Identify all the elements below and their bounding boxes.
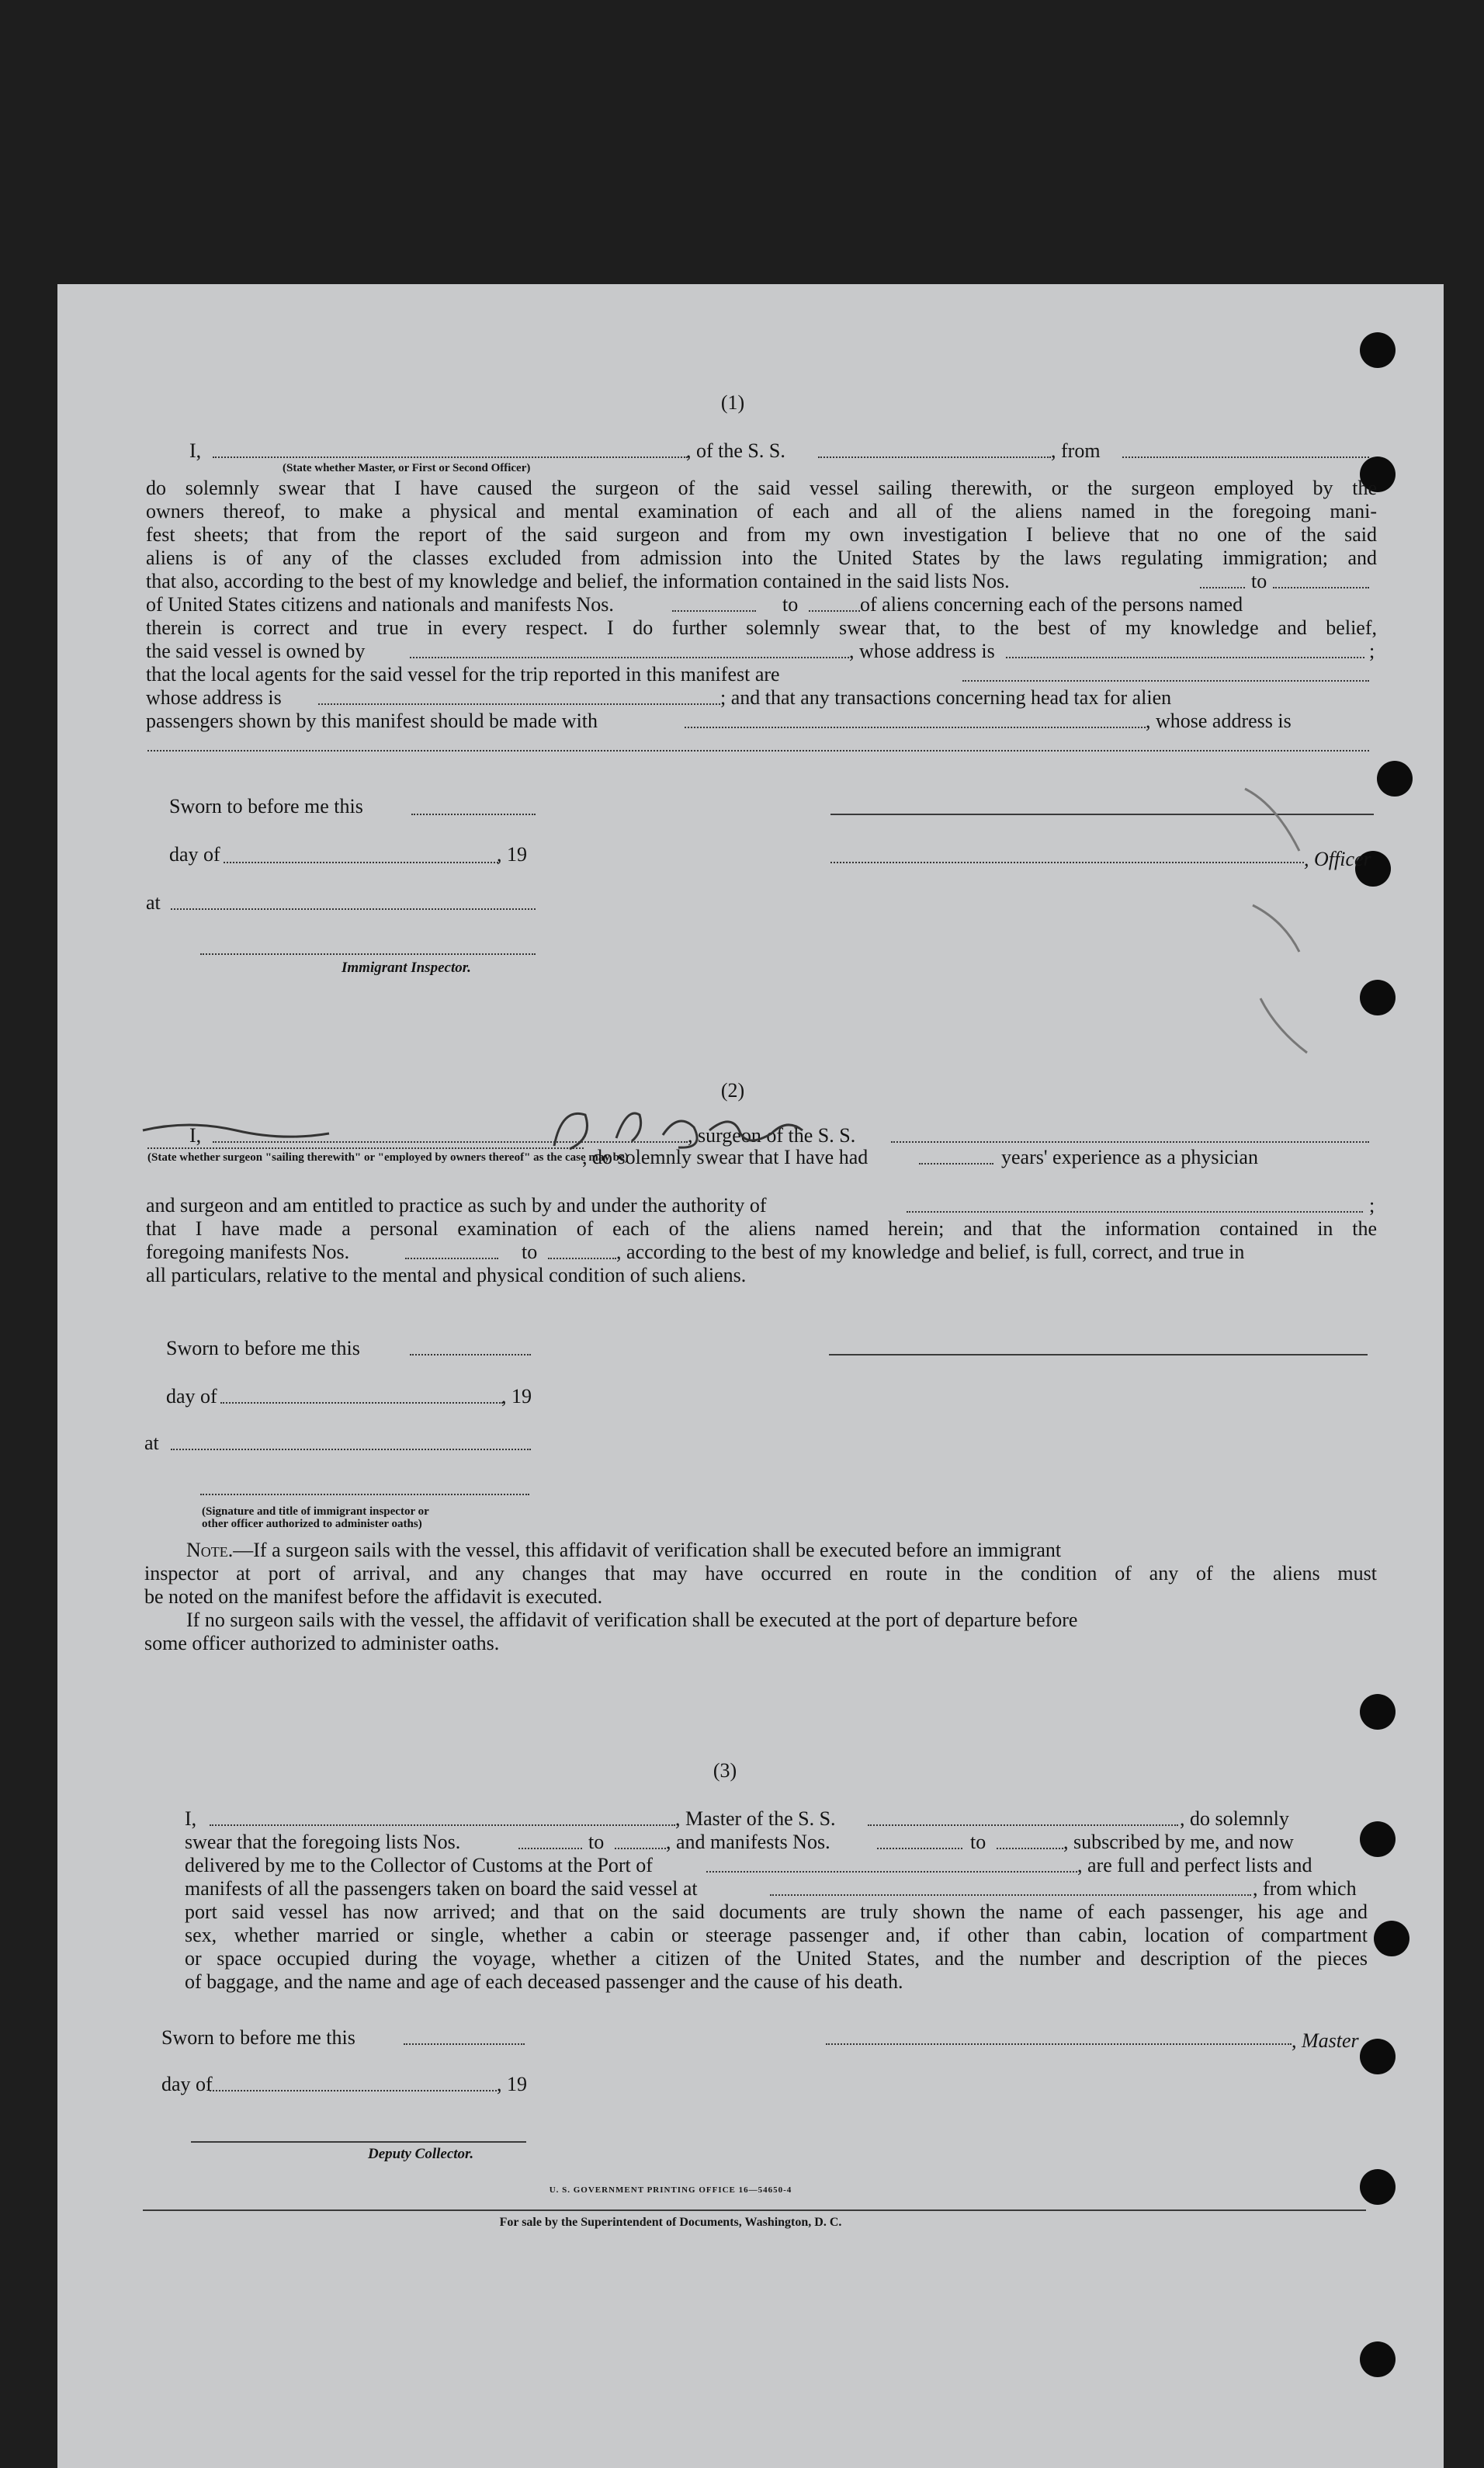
section-3-i: I, bbox=[185, 1807, 197, 1830]
from-which-text: , from which bbox=[1253, 1877, 1357, 1900]
head-tax-text: ; and that any transactions concerning head tax for alien bbox=[720, 686, 1172, 709]
to-label: to bbox=[1251, 570, 1267, 592]
do-solemnly-text: , do solemnly bbox=[1180, 1807, 1289, 1830]
agents-address-field bbox=[318, 703, 720, 705]
sale-notice: For sale by the Superintendent of Documents, Washington, D. C. bbox=[499, 2216, 842, 2229]
punch-hole bbox=[1360, 1821, 1396, 1857]
sworn-label: Sworn to before me this bbox=[161, 2026, 355, 2049]
from-port-field bbox=[1122, 456, 1369, 458]
swear-lists-text: swear that the foregoing lists Nos. bbox=[185, 1831, 461, 1853]
boarding-port-field bbox=[770, 1894, 1251, 1896]
master-signature-line bbox=[826, 2043, 1292, 2045]
note-label: Note. bbox=[186, 1539, 234, 1561]
semicolon: ; bbox=[1369, 640, 1375, 662]
punch-hole bbox=[1360, 980, 1396, 1015]
section-1-para-line: the said vessel is owned by bbox=[146, 640, 366, 662]
note-line: be noted on the manifest before the affidavit is executed. bbox=[144, 1585, 603, 1608]
list-no-to-field bbox=[1273, 587, 1369, 588]
manifest-no-from-field bbox=[672, 610, 756, 612]
day-of-label: day of bbox=[169, 843, 220, 866]
according-text: , according to the best of my knowledge and belief, is full, correct, and true in bbox=[616, 1241, 1245, 1263]
sworn-day-field bbox=[410, 1354, 531, 1355]
local-agents-field bbox=[962, 680, 1369, 682]
officer-label: , Officer bbox=[1304, 848, 1371, 870]
section-1-para-line: passengers shown by this manifest should be made with bbox=[146, 710, 598, 732]
deputy-collector-label: Deputy Collector. bbox=[368, 2146, 474, 2162]
sworn-day-field bbox=[404, 2043, 525, 2045]
punch-hole bbox=[1377, 761, 1413, 797]
section-3-para-line: of baggage, and the name and age of each deceased passenger and the cause of his death. bbox=[185, 1970, 903, 1993]
aliens-concerning-text: of aliens concerning each of the persons named bbox=[860, 593, 1243, 616]
day-of-label: day of bbox=[161, 2073, 213, 2095]
master-of-ss-label: , Master of the S. S. bbox=[675, 1807, 836, 1830]
owner-address-field bbox=[1006, 657, 1364, 658]
year-label: , 19 bbox=[501, 1385, 532, 1408]
years-field bbox=[919, 1163, 993, 1165]
from-label: , from bbox=[1051, 439, 1101, 462]
section-2-number: (2) bbox=[720, 1079, 745, 1102]
and-manifests-text: , and manifests Nos. bbox=[666, 1831, 830, 1853]
section-3-number: (3) bbox=[713, 1759, 737, 1782]
master-label: , Master bbox=[1292, 2029, 1359, 2052]
section-1-para-line: therein is correct and true in every respect. I do further solemnly swear that, to the best of my knowledge and belief, bbox=[146, 616, 1377, 639]
deputy-signature-line bbox=[191, 2141, 526, 2143]
to-label: to bbox=[970, 1831, 986, 1853]
punch-hole bbox=[1360, 332, 1396, 368]
note-line: If no surgeon sails with the vessel, the affidavit of verification shall be executed at the port of departure before bbox=[186, 1609, 1078, 1631]
officer-signature-line bbox=[830, 862, 1304, 863]
officer-name-field bbox=[213, 456, 688, 458]
section-1-para-line: that the local agents for the said vessel for the trip reported in this manifest are bbox=[146, 663, 780, 686]
section-1-para-line: owners thereof, to make a physical and mental examination of each and all of the aliens named in the foregoing mani- bbox=[146, 500, 1377, 522]
note-text: —If a surgeon sails with the vessel, this affidavit of verification shall be executed before an immigrant bbox=[233, 1539, 1062, 1561]
manifest-page bbox=[57, 284, 1444, 2468]
delivered-text: delivered by me to the Collector of Customs at the Port of bbox=[185, 1854, 653, 1876]
whose-address-label: , whose address is bbox=[849, 640, 995, 662]
at-label: at bbox=[146, 891, 161, 914]
ss-label: , of the S. S. bbox=[686, 439, 785, 462]
to-label: to bbox=[588, 1831, 605, 1853]
surgeon-of-ss-label: , surgeon of the S. S. bbox=[688, 1124, 856, 1147]
master-name-field bbox=[210, 1824, 675, 1826]
section-1-para-line: do solemnly swear that I have caused the surgeon of the said vessel sailing therewith, or the surgeon employed by the bbox=[146, 477, 1377, 499]
whose-address-end: , whose address is bbox=[1146, 710, 1292, 732]
punch-hole bbox=[1360, 1694, 1396, 1730]
section-2-para-line: all particulars, relative to the mental and physical condition of such aliens. bbox=[146, 1264, 747, 1286]
official-signature-line bbox=[200, 1494, 529, 1495]
at-label: at bbox=[144, 1432, 159, 1454]
to-label: to bbox=[782, 593, 799, 616]
surgeon-manifest-to-field bbox=[548, 1258, 616, 1259]
footer-rule bbox=[143, 2209, 1366, 2211]
surgeon-signature-line bbox=[829, 1354, 1368, 1355]
customs-port-field bbox=[706, 1871, 1077, 1873]
authority-field bbox=[907, 1211, 1363, 1213]
full-perfect-text: , are full and perfect lists and bbox=[1077, 1854, 1312, 1876]
punch-hole bbox=[1374, 1921, 1409, 1956]
signature-hint-2: other officer authorized to administer oaths) bbox=[202, 1518, 422, 1530]
year-label: , 19 bbox=[497, 2073, 527, 2095]
handwritten-signature bbox=[135, 1099, 834, 1161]
sworn-day-field bbox=[411, 814, 536, 815]
note-line: some officer authorized to administer oaths. bbox=[144, 1632, 500, 1654]
section-1-para-line: fest sheets; that from the report of the said surgeon and from my own investigation I believe that no one of the said bbox=[146, 523, 1377, 546]
list-no-from-field bbox=[1200, 587, 1245, 588]
surgeon-status-hint: (State whether surgeon "sailing therewith" or "employed by owners thereof" as the case may be) bbox=[147, 1151, 629, 1164]
section-1-para-line: aliens is of any of the classes excluded from admission into the United States by the laws regulating immigration; and bbox=[146, 547, 1377, 569]
section-3-para-line: sex, whether married or single, whether a cabin or steerage passenger and, if other than cabin, location of compartment bbox=[185, 1924, 1368, 1946]
master-manifest-from-field bbox=[877, 1848, 962, 1849]
section-2-para-line: and surgeon and am entitled to practice as such by and under the authority of bbox=[146, 1194, 767, 1217]
signature-hint-1: (Signature and title of immigrant inspector or bbox=[202, 1505, 429, 1518]
master-list-to-field bbox=[615, 1848, 666, 1849]
vessel-name-field bbox=[818, 456, 1051, 458]
sworn-label: Sworn to before me this bbox=[169, 795, 363, 817]
semicolon: ; bbox=[1369, 1194, 1375, 1217]
master-vessel-field bbox=[868, 1824, 1178, 1826]
month-field bbox=[210, 2090, 497, 2091]
section-3-para-line: or space occupied during the voyage, whether a citizen of the United States, and the number and description of the pieces bbox=[185, 1947, 1368, 1970]
section-1-i: I, bbox=[189, 439, 202, 462]
surgeon-vessel-field bbox=[891, 1141, 1369, 1143]
at-field bbox=[171, 908, 536, 910]
inspector-signature-line bbox=[200, 953, 536, 955]
manifest-no-to-field bbox=[809, 610, 860, 612]
section-2-para-line: that I have made a personal examination of each of the aliens named herein; and that the information contained in the bbox=[146, 1217, 1377, 1240]
solemnly-swear-text: , do solemnly swear that I have had bbox=[582, 1146, 869, 1168]
check-marks bbox=[1237, 765, 1330, 1092]
section-1-para-line: of United States citizens and nationals and manifests Nos. bbox=[146, 593, 614, 616]
master-manifest-to-field bbox=[997, 1848, 1063, 1849]
head-tax-party-field bbox=[685, 727, 1146, 728]
day-of-label: day of bbox=[166, 1385, 217, 1408]
note-line: inspector at port of arrival, and any changes that may have occurred en route in the condition of any of the aliens must bbox=[144, 1562, 1377, 1585]
section-2-i: I, bbox=[189, 1124, 202, 1147]
punch-hole bbox=[1360, 2341, 1396, 2377]
at-field bbox=[171, 1449, 531, 1450]
immigrant-inspector-label: Immigrant Inspector. bbox=[342, 960, 471, 976]
master-list-from-field bbox=[518, 1848, 582, 1849]
section-3-para-line: port said vessel has now arrived; and that on the said documents are truly shown the name of each passenger, his age and bbox=[185, 1900, 1368, 1923]
section-1-para-line: whose address is bbox=[146, 686, 282, 709]
punch-hole bbox=[1360, 2039, 1396, 2074]
to-label: to bbox=[522, 1241, 538, 1263]
section-1-para-line: that also, according to the best of my knowledge and belief, the information contained in the said lists Nos. bbox=[146, 570, 1010, 592]
note-line bbox=[186, 1539, 1061, 1562]
years-experience-text: years' experience as a physician bbox=[1001, 1146, 1258, 1168]
surgeon-manifest-from-field bbox=[405, 1258, 498, 1259]
section-2-para-line: foregoing manifests Nos. bbox=[146, 1241, 350, 1263]
officer-title-hint: (State whether Master, or First or Second Officer) bbox=[283, 462, 531, 474]
month-field bbox=[220, 1402, 503, 1404]
month-field bbox=[224, 862, 498, 863]
punch-hole bbox=[1360, 2169, 1396, 2205]
section-1-number: (1) bbox=[720, 391, 745, 414]
subscribed-text: , subscribed by me, and now bbox=[1063, 1831, 1294, 1853]
gpo-imprint: U. S. GOVERNMENT PRINTING OFFICE 16—54650-4 bbox=[549, 2185, 792, 2195]
year-label: , 19 bbox=[497, 843, 527, 866]
owner-field bbox=[410, 657, 849, 658]
sworn-label: Sworn to before me this bbox=[166, 1337, 360, 1359]
head-tax-address-field bbox=[147, 750, 1369, 752]
manifests-board-text: manifests of all the passengers taken on board the said vessel at bbox=[185, 1877, 698, 1900]
